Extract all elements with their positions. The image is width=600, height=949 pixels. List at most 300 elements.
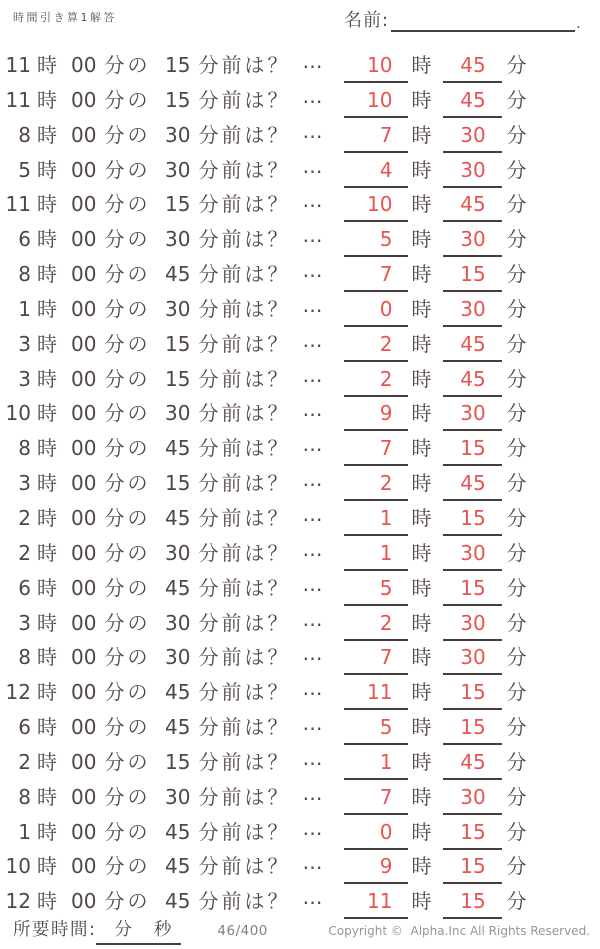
question-minute-value: 00	[71, 749, 97, 774]
question-minute-value: 00	[71, 157, 97, 182]
minute-no-label: 分の	[104, 749, 151, 774]
hour-unit-label: 時	[37, 680, 58, 705]
minute-unit-label: 分	[506, 331, 528, 356]
before-question-label: 分前は？	[198, 575, 291, 600]
minutes-before-value: 45	[165, 889, 191, 914]
before-question-label: 分前は？	[198, 227, 291, 252]
answer-minute-blank: 30	[443, 123, 502, 153]
hour-unit-label: 時	[37, 366, 58, 391]
hour-unit-label: 時	[37, 53, 58, 77]
question-hour-value: 12	[5, 680, 31, 705]
problem-row	[0, 638, 600, 673]
minutes-before-value: 45	[165, 575, 191, 600]
hour-unit-label: 時	[411, 192, 433, 217]
minute-unit-label: 分	[506, 122, 528, 147]
question-hour-value: 11	[5, 192, 31, 217]
answer-minute-blank: 30	[443, 611, 502, 641]
problem-row	[0, 499, 600, 534]
hour-unit-label: 時	[411, 157, 433, 182]
hour-unit-label: 時	[37, 505, 58, 530]
answer-hour-blank: 2	[344, 367, 408, 397]
minute-no-label: 分の	[104, 715, 151, 740]
question-minute-value: 00	[71, 610, 97, 635]
problem-row	[0, 604, 600, 639]
question-hour-value: 3	[18, 471, 31, 496]
ellipsis: …	[302, 362, 324, 387]
answer-minute-blank: 15	[443, 262, 502, 292]
hour-unit-label: 時	[37, 157, 58, 182]
problem-list	[0, 46, 600, 917]
hour-unit-label: 時	[411, 749, 433, 774]
answer-hour-blank: 7	[344, 262, 408, 292]
minute-no-label: 分の	[104, 262, 151, 287]
question-minute-value: 00	[71, 784, 97, 809]
problem-row	[0, 429, 600, 464]
footer	[13, 916, 590, 945]
question-hour-value: 11	[5, 53, 31, 77]
hour-unit-label: 時	[37, 819, 58, 844]
answer-minute-blank: 30	[443, 645, 502, 675]
minute-unit-label: 分	[506, 53, 528, 77]
elapsed-time-label: 所要時間:	[13, 920, 97, 940]
ellipsis: …	[302, 501, 324, 526]
problem-row	[0, 882, 600, 917]
hour-unit-label: 時	[411, 87, 433, 112]
question-hour-value: 1	[18, 819, 31, 844]
before-question-label: 分前は？	[198, 889, 291, 914]
ellipsis: …	[302, 292, 324, 317]
ellipsis: …	[302, 118, 324, 143]
problem-row	[0, 151, 600, 186]
question-hour-value: 2	[18, 540, 31, 565]
hour-unit-label: 時	[411, 401, 433, 426]
hour-unit-label: 時	[411, 262, 433, 287]
minute-unit-label: 分	[506, 645, 528, 670]
minutes-before-value: 15	[165, 471, 191, 496]
minute-no-label: 分の	[104, 471, 151, 496]
minute-unit-label: 分	[506, 157, 528, 182]
question-hour-value: 10	[5, 854, 31, 879]
before-question-label: 分前は？	[198, 540, 291, 565]
hour-unit-label: 時	[411, 436, 433, 461]
question-minute-value: 00	[71, 540, 97, 565]
minute-unit-label: 分	[506, 749, 528, 774]
problem-row	[0, 255, 600, 290]
minutes-before-value: 30	[165, 784, 191, 809]
before-question-label: 分前は？	[198, 87, 291, 112]
name-field	[344, 6, 582, 32]
hour-unit-label: 時	[37, 122, 58, 147]
answer-minute-blank: 30	[443, 297, 502, 327]
minutes-before-value: 30	[165, 227, 191, 252]
hour-unit-label: 時	[37, 715, 58, 740]
minute-no-label: 分の	[104, 610, 151, 635]
before-question-label: 分前は？	[198, 715, 291, 740]
before-question-label: 分前は？	[198, 122, 291, 147]
minutes-before-value: 15	[165, 53, 191, 77]
question-hour-value: 2	[18, 749, 31, 774]
minute-unit-label: 分	[506, 192, 528, 217]
answer-hour-blank: 1	[344, 541, 408, 571]
question-hour-value: 6	[18, 575, 31, 600]
answer-hour-blank: 1	[344, 506, 408, 536]
minutes-before-value: 15	[165, 749, 191, 774]
answer-minute-blank: 45	[443, 471, 502, 501]
before-question-label: 分前は？	[198, 819, 291, 844]
minutes-before-value: 15	[165, 192, 191, 217]
hour-unit-label: 時	[411, 331, 433, 356]
before-question-label: 分前は？	[198, 366, 291, 391]
problem-row	[0, 81, 600, 116]
sheet-counter: 46/400	[217, 923, 268, 939]
hour-unit-label: 時	[37, 471, 58, 496]
hour-unit-label: 時	[37, 749, 58, 774]
answer-hour-blank: 0	[344, 297, 408, 327]
answer-hour-blank: 2	[344, 332, 408, 362]
minutes-before-value: 30	[165, 296, 191, 321]
problem-row	[0, 116, 600, 151]
elapsed-time-blank-line	[96, 916, 181, 945]
hour-unit-label: 時	[411, 854, 433, 879]
minutes-before-value: 45	[165, 505, 191, 530]
ellipsis: …	[302, 885, 324, 910]
ellipsis: …	[302, 327, 324, 352]
minutes-before-value: 30	[165, 122, 191, 147]
answer-hour-blank: 7	[344, 436, 408, 466]
minute-no-label: 分の	[104, 87, 151, 112]
minutes-before-value: 30	[165, 645, 191, 670]
hour-unit-label: 時	[37, 401, 58, 426]
page-title: 時間引き算1解答	[13, 11, 117, 24]
question-minute-value: 00	[71, 192, 97, 217]
minute-no-label: 分の	[104, 366, 151, 391]
before-question-label: 分前は？	[198, 471, 291, 496]
minute-unit-label: 分	[506, 540, 528, 565]
answer-minute-blank: 15	[443, 854, 502, 884]
answer-hour-blank: 2	[344, 471, 408, 501]
answer-hour-blank: 10	[344, 53, 408, 83]
answer-minute-blank: 45	[443, 332, 502, 362]
ellipsis: …	[302, 815, 324, 840]
question-hour-value: 12	[5, 889, 31, 914]
minute-unit-label: 分	[506, 366, 528, 391]
hour-unit-label: 時	[411, 680, 433, 705]
answer-minute-blank: 45	[443, 192, 502, 222]
answer-minute-blank: 30	[443, 785, 502, 815]
ellipsis: …	[302, 780, 324, 805]
answer-hour-blank: 7	[344, 785, 408, 815]
question-minute-value: 00	[71, 122, 97, 147]
hour-unit-label: 時	[37, 645, 58, 670]
problem-row	[0, 534, 600, 569]
ellipsis: …	[302, 606, 324, 631]
hour-unit-label: 時	[37, 854, 58, 879]
hour-unit-label: 時	[411, 889, 433, 914]
hour-unit-label: 時	[411, 296, 433, 321]
ellipsis: …	[302, 432, 324, 457]
question-hour-value: 10	[5, 401, 31, 426]
answer-hour-blank: 4	[344, 158, 408, 188]
hour-unit-label: 時	[411, 227, 433, 252]
minute-unit-label: 分	[506, 505, 528, 530]
before-question-label: 分前は？	[198, 401, 291, 426]
hour-unit-label: 時	[37, 296, 58, 321]
question-minute-value: 00	[71, 889, 97, 914]
question-minute-value: 00	[71, 296, 97, 321]
before-question-label: 分前は？	[198, 784, 291, 809]
answer-minute-blank: 45	[443, 750, 502, 780]
hour-unit-label: 時	[411, 645, 433, 670]
minutes-before-value: 45	[165, 819, 191, 844]
minute-unit-label: 分	[506, 227, 528, 252]
hour-unit-label: 時	[37, 889, 58, 914]
question-hour-value: 8	[18, 784, 31, 809]
before-question-label: 分前は？	[198, 296, 291, 321]
answer-hour-blank: 10	[344, 88, 408, 118]
hour-unit-label: 時	[411, 575, 433, 600]
minute-no-label: 分の	[104, 122, 151, 147]
minute-no-label: 分の	[104, 819, 151, 844]
minute-unit-label: 分	[506, 87, 528, 112]
problem-row	[0, 743, 600, 778]
minute-unit-label: 分	[506, 575, 528, 600]
question-minute-value: 00	[71, 227, 97, 252]
minute-no-label: 分の	[104, 889, 151, 914]
question-minute-value: 00	[71, 505, 97, 530]
minute-no-label: 分の	[104, 505, 151, 530]
question-minute-value: 00	[71, 262, 97, 287]
before-question-label: 分前は？	[198, 749, 291, 774]
problem-row	[0, 46, 600, 81]
minute-no-label: 分の	[104, 192, 151, 217]
ellipsis: …	[302, 223, 324, 248]
hour-unit-label: 時	[411, 53, 433, 77]
question-hour-value: 8	[18, 122, 31, 147]
minutes-before-value: 45	[165, 262, 191, 287]
ellipsis: …	[302, 397, 324, 422]
problem-row	[0, 394, 600, 429]
minute-unit-label: 分	[506, 401, 528, 426]
question-hour-value: 8	[18, 436, 31, 461]
before-question-label: 分前は？	[198, 192, 291, 217]
problem-row	[0, 778, 600, 813]
answer-hour-blank: 5	[344, 576, 408, 606]
answer-hour-blank: 0	[344, 820, 408, 850]
question-hour-value: 6	[18, 227, 31, 252]
answer-minute-blank: 15	[443, 576, 502, 606]
question-hour-value: 3	[18, 331, 31, 356]
hour-unit-label: 時	[37, 610, 58, 635]
minutes-before-value: 30	[165, 610, 191, 635]
question-hour-value: 1	[18, 296, 31, 321]
hour-unit-label: 時	[411, 715, 433, 740]
minute-no-label: 分の	[104, 540, 151, 565]
answer-hour-blank: 7	[344, 123, 408, 153]
minutes-before-value: 30	[165, 540, 191, 565]
answer-minute-blank: 30	[443, 158, 502, 188]
answer-minute-blank: 30	[443, 401, 502, 431]
minute-unit-label: 分	[506, 889, 528, 914]
answer-minute-blank: 30	[443, 227, 502, 257]
answer-minute-blank: 45	[443, 53, 502, 83]
minute-unit-label: 分	[506, 262, 528, 287]
minute-no-label: 分の	[104, 157, 151, 182]
hour-unit-label: 時	[411, 540, 433, 565]
question-minute-value: 00	[71, 645, 97, 670]
hour-unit-label: 時	[37, 87, 58, 112]
hour-unit-label: 時	[37, 436, 58, 461]
hour-unit-label: 時	[411, 819, 433, 844]
hour-unit-label: 時	[37, 192, 58, 217]
problem-row	[0, 220, 600, 255]
problem-row	[0, 360, 600, 395]
question-minute-value: 00	[71, 819, 97, 844]
before-question-label: 分前は？	[198, 262, 291, 287]
question-minute-value: 00	[71, 680, 97, 705]
hour-unit-label: 時	[411, 366, 433, 391]
minute-no-label: 分の	[104, 575, 151, 600]
ellipsis: …	[302, 641, 324, 666]
minute-no-label: 分の	[104, 296, 151, 321]
problem-row	[0, 813, 600, 848]
answer-minute-blank: 45	[443, 367, 502, 397]
minute-no-label: 分の	[104, 680, 151, 705]
ellipsis: …	[302, 571, 324, 596]
minute-no-label: 分の	[104, 436, 151, 461]
minute-unit-label: 分	[506, 715, 528, 740]
question-minute-value: 00	[71, 854, 97, 879]
problem-row	[0, 673, 600, 708]
hour-unit-label: 時	[411, 505, 433, 530]
before-question-label: 分前は？	[198, 436, 291, 461]
question-hour-value: 3	[18, 366, 31, 391]
hour-unit-label: 時	[37, 331, 58, 356]
minute-unit-label: 分	[506, 471, 528, 496]
problem-row	[0, 464, 600, 499]
answer-hour-blank: 2	[344, 611, 408, 641]
question-minute-value: 00	[71, 53, 97, 77]
ellipsis: …	[302, 711, 324, 736]
problem-row	[0, 708, 600, 743]
minute-unit-label: 分	[506, 784, 528, 809]
answer-minute-blank: 30	[443, 541, 502, 571]
minutes-before-value: 30	[165, 157, 191, 182]
question-minute-value: 00	[71, 575, 97, 600]
ellipsis: …	[302, 258, 324, 283]
hour-unit-label: 時	[411, 610, 433, 635]
minute-no-label: 分の	[104, 784, 151, 809]
problem-row	[0, 569, 600, 604]
minute-no-label: 分の	[104, 645, 151, 670]
answer-hour-blank: 10	[344, 192, 408, 222]
hour-unit-label: 時	[37, 540, 58, 565]
question-hour-value: 6	[18, 715, 31, 740]
minutes-before-value: 45	[165, 680, 191, 705]
minute-unit-label: 分	[506, 854, 528, 879]
question-minute-value: 00	[71, 471, 97, 496]
question-minute-value: 00	[71, 331, 97, 356]
answer-minute-blank: 15	[443, 436, 502, 466]
minute-no-label: 分の	[104, 854, 151, 879]
ellipsis: …	[302, 536, 324, 561]
answer-hour-blank: 11	[344, 889, 408, 919]
answer-minute-blank: 15	[443, 680, 502, 710]
minutes-before-value: 15	[165, 366, 191, 391]
question-hour-value: 8	[18, 645, 31, 670]
before-question-label: 分前は？	[198, 610, 291, 635]
problem-row	[0, 847, 600, 882]
minutes-before-value: 45	[165, 436, 191, 461]
answer-hour-blank: 9	[344, 854, 408, 884]
minute-unit-label: 分	[506, 680, 528, 705]
answer-hour-blank: 1	[344, 750, 408, 780]
question-hour-value: 3	[18, 610, 31, 635]
answer-minute-blank: 15	[443, 506, 502, 536]
copyright-notice: Copyright © Alpha.Inc All Rights Reserved.	[328, 924, 590, 938]
minutes-before-value: 15	[165, 331, 191, 356]
hour-unit-label: 時	[37, 575, 58, 600]
ellipsis: …	[302, 850, 324, 875]
answer-hour-blank: 9	[344, 401, 408, 431]
question-hour-value: 11	[5, 87, 31, 112]
name-line-period: .	[576, 16, 582, 32]
question-minute-value: 00	[71, 436, 97, 461]
minutes-before-value: 30	[165, 401, 191, 426]
hour-unit-label: 時	[37, 262, 58, 287]
ellipsis: …	[302, 188, 324, 213]
question-minute-value: 00	[71, 401, 97, 426]
ellipsis: …	[302, 49, 324, 73]
problem-row	[0, 185, 600, 220]
answer-minute-blank: 15	[443, 715, 502, 745]
before-question-label: 分前は？	[198, 331, 291, 356]
minute-unit-label: 分	[506, 296, 528, 321]
answer-hour-blank: 7	[344, 645, 408, 675]
question-minute-value: 00	[71, 87, 97, 112]
hour-unit-label: 時	[37, 227, 58, 252]
minute-no-label: 分の	[104, 227, 151, 252]
name-blank-line	[391, 8, 575, 32]
seconds-unit-label: 秒	[153, 920, 172, 940]
answer-minute-blank: 15	[443, 820, 502, 850]
answer-minute-blank: 45	[443, 88, 502, 118]
question-hour-value: 2	[18, 505, 31, 530]
ellipsis: …	[302, 745, 324, 770]
minute-unit-label: 分	[506, 436, 528, 461]
minutes-unit-label: 分	[114, 920, 132, 940]
before-question-label: 分前は？	[198, 854, 291, 879]
question-minute-value: 00	[71, 715, 97, 740]
ellipsis: …	[302, 676, 324, 701]
minutes-before-value: 15	[165, 87, 191, 112]
hour-unit-label: 時	[411, 784, 433, 809]
ellipsis: …	[302, 83, 324, 108]
question-hour-value: 5	[18, 157, 31, 182]
problem-row	[0, 325, 600, 360]
answer-hour-blank: 11	[344, 680, 408, 710]
answer-hour-blank: 5	[344, 227, 408, 257]
answer-hour-blank: 5	[344, 715, 408, 745]
problem-row	[0, 290, 600, 325]
minute-no-label: 分の	[104, 401, 151, 426]
before-question-label: 分前は？	[198, 157, 291, 182]
before-question-label: 分前は？	[198, 680, 291, 705]
minutes-before-value: 45	[165, 854, 191, 879]
minute-unit-label: 分	[506, 819, 528, 844]
minutes-before-value: 45	[165, 715, 191, 740]
question-minute-value: 00	[71, 366, 97, 391]
question-hour-value: 8	[18, 262, 31, 287]
